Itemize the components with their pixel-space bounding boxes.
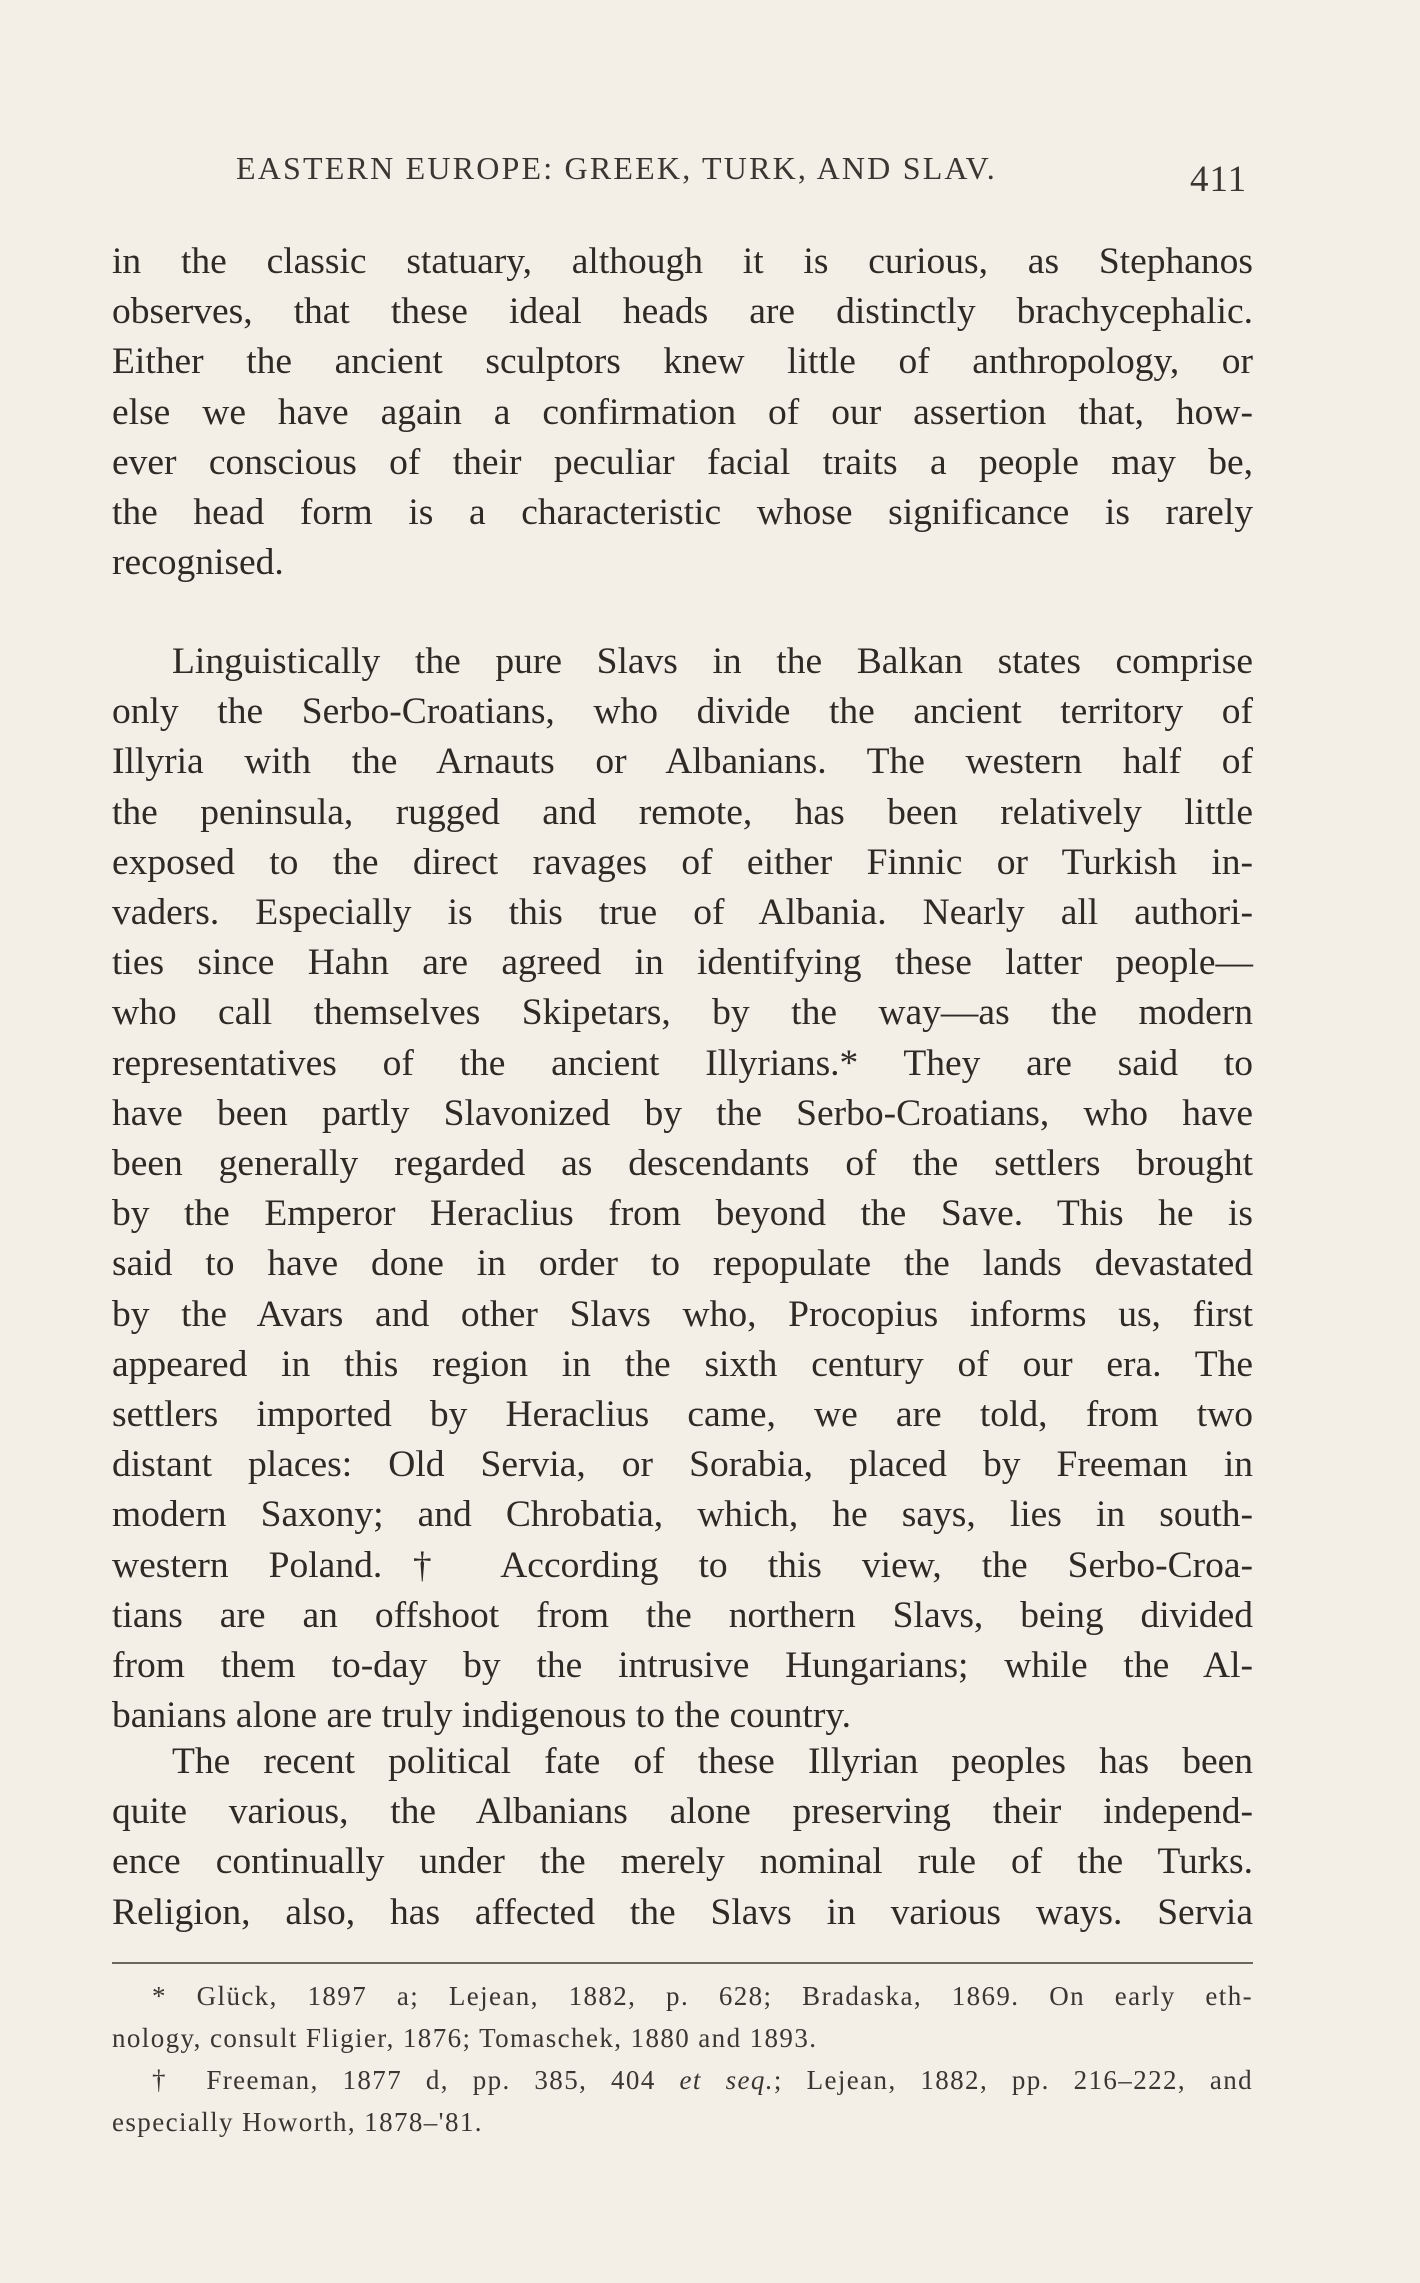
text-line: only the Serbo-Croatians, who divide the ancient territory of — [112, 691, 1253, 733]
text-line: representatives of the ancient Illyrians.* They are said to — [112, 1042, 1253, 1084]
text-line: ties since Hahn are agreed in identifying these latter people— — [112, 942, 1253, 984]
text-line: ence continually under the merely nominal rule of the Turks. — [112, 1841, 1253, 1883]
text-line: have been partly Slavonized by the Serbo-Croatians, who have — [112, 1092, 1253, 1134]
footnote-text: Glück, 1897 a; Lejean, 1882, p. 628; Bradaska, 1869. On early eth- — [196, 1981, 1253, 2011]
paragraph-2 — [112, 637, 1253, 1741]
footnote-1-continued: nology, consult Fligier, 1876; Tomaschek, 1880 and 1893. — [112, 2023, 818, 2053]
text-line: by the Avars and other Slavs who, Procopius informs us, first — [112, 1293, 1253, 1335]
text-line: the head form is a characteristic whose significance is rarely — [112, 492, 1253, 534]
footnotes — [112, 1975, 1253, 2143]
footnote-marker: * — [152, 1981, 167, 2011]
footnote-marker: † — [152, 2065, 183, 2095]
text-line: The recent political fate of these Illyrian peoples has been — [172, 1741, 1253, 1782]
footnote-2-continued: especially Howorth, 1878–'81. — [112, 2107, 483, 2137]
text-line: banians alone are truly indigenous to the country. — [112, 1695, 852, 1737]
footnote-1 — [112, 1975, 1253, 2017]
text-line: settlers imported by Heraclius came, we are told, from two — [112, 1394, 1253, 1436]
text-line: Linguistically the pure Slavs in the Balkan states comprise — [172, 641, 1253, 682]
text-line: modern Saxony; and Chrobatia, which, he says, lies in south- — [112, 1494, 1253, 1536]
text-line: appeared in this region in the sixth century of our era. The — [112, 1343, 1253, 1385]
text-line: in the classic statuary, although it is curious, as Stephanos — [112, 241, 1253, 282]
text-line: distant places: Old Servia, or Sorabia, placed by Freeman in — [112, 1444, 1253, 1486]
text-line: Illyria with the Arnauts or Albanians. The western half of — [112, 741, 1253, 783]
text-line: quite various, the Albanians alone preserving their independ- — [112, 1791, 1253, 1833]
text-line: western Poland.† According to this view, the Serbo-Croa- — [112, 1544, 1253, 1586]
footnote-text: Freeman, 1877 d, pp. 385, 404 — [206, 2065, 680, 2095]
footnote-text: ; Lejean, 1882, pp. 216–222, and — [773, 2065, 1254, 2095]
text-line: ever conscious of their peculiar facial traits a people may be, — [112, 441, 1253, 483]
page-number: 411 — [1190, 159, 1248, 200]
footnote-divider — [112, 1962, 1253, 1964]
text-line: who call themselves Skipetars, by the way—as the modern — [112, 992, 1253, 1034]
text-line: Either the ancient sculptors knew little of anthropology, or — [112, 341, 1253, 383]
footnote-2 — [112, 2059, 1253, 2101]
text-line: Religion, also, has affected the Slavs in various ways. Servia — [112, 1891, 1253, 1933]
footnote-italic: et seq. — [679, 2065, 774, 2095]
text-line: by the Emperor Heraclius from beyond the Save. This he is — [112, 1193, 1253, 1235]
text-line: from them to-day by the intrusive Hungarians; while the Al- — [112, 1645, 1253, 1687]
paragraph-1 — [112, 237, 1253, 588]
paragraph-3 — [112, 1737, 1253, 1938]
text-line: the peninsula, rugged and remote, has been relatively little — [112, 791, 1253, 833]
text-line: observes, that these ideal heads are distinctly brachycephalic. — [112, 291, 1253, 333]
text-line: said to have done in order to repopulate the lands devastated — [112, 1243, 1253, 1285]
text-line: exposed to the direct ravages of either Finnic or Turkish in- — [112, 841, 1253, 883]
text-line: vaders. Especially is this true of Albania. Nearly all authori- — [112, 892, 1253, 934]
running-head: EASTERN EUROPE: GREEK, TURK, AND SLAV. — [236, 150, 998, 186]
text-line: tians are an offshoot from the northern Slavs, being divided — [112, 1594, 1253, 1636]
text-line: been generally regarded as descendants of the settlers brought — [112, 1143, 1253, 1185]
text-line: recognised. — [112, 542, 284, 584]
text-line: else we have again a confirmation of our assertion that, how- — [112, 391, 1253, 433]
